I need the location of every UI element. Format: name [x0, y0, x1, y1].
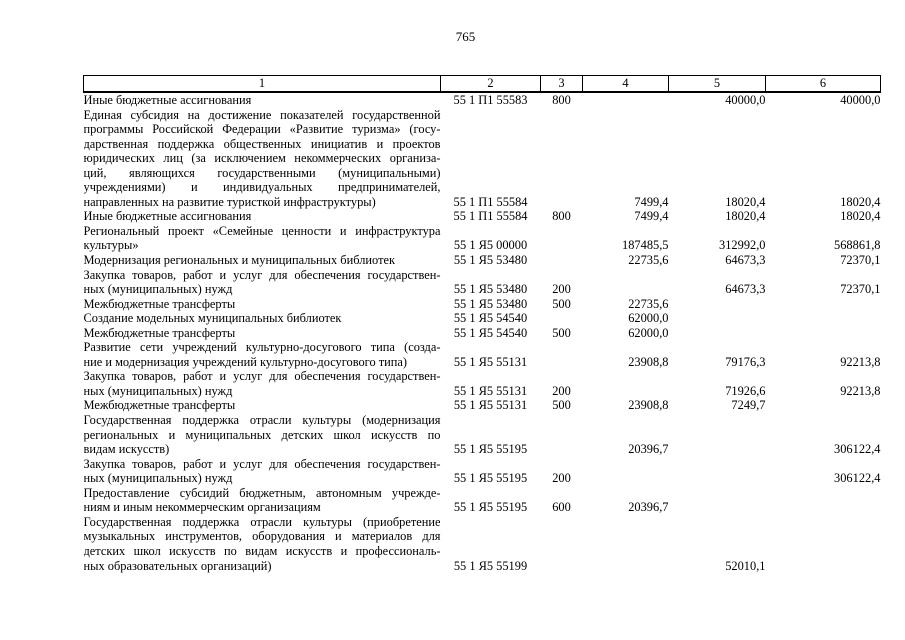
name-line: культуры» [83, 238, 139, 253]
row-code: 55 1 Я5 55199 [453, 558, 528, 573]
row-expense-type: 200 [552, 383, 571, 398]
row-amount-2: 312992,0 [719, 238, 766, 253]
row-code: 55 1 Я5 55195 [453, 500, 528, 515]
row-expense-type: 500 [552, 296, 571, 311]
row-amount-1: 62000,0 [628, 325, 669, 340]
row-name [84, 311, 441, 326]
row-name [84, 224, 441, 253]
row-amount-2: 64673,3 [725, 282, 766, 297]
row-amount-1 [583, 515, 669, 573]
col-header-1: 1 [84, 76, 441, 93]
name-line: Межбюджетные трансферты [83, 296, 236, 311]
name-line: Межбюджетные трансферты [83, 325, 236, 340]
row-amount-3: 568861,8 [834, 238, 881, 253]
row-expense-type [541, 311, 583, 326]
name-line: ных образовательных организаций) [83, 558, 272, 573]
row-amount-2: 7249,7 [731, 398, 766, 413]
name-line: программы Российской Федерации «Развитие туризма» (госу- [83, 122, 441, 137]
row-expense-type [541, 515, 583, 573]
name-line: направленных на развитие туристкой инфраструктуры) [83, 194, 376, 209]
row-expense-type: 800 [552, 209, 571, 224]
name-line: Закупка товаров, работ и услуг для обеспечения государствен- [83, 456, 441, 471]
name-line: Иные бюджетные ассигнования [83, 93, 252, 107]
row-amount-1: 23908,8 [628, 398, 669, 413]
row-expense-type: 200 [552, 471, 571, 486]
row-amount-1: 20396,7 [628, 442, 669, 457]
row-amount-3 [766, 326, 881, 341]
table-row [84, 268, 881, 297]
row-name [84, 457, 441, 486]
row-code: 55 1 Я5 55195 [453, 442, 528, 457]
row-name [84, 297, 441, 312]
col-header-2: 2 [441, 76, 541, 93]
row-amount-2 [669, 297, 766, 312]
row-expense-type: 500 [552, 398, 571, 413]
row-code: 55 1 Я5 53480 [453, 253, 528, 268]
row-amount-2: 79176,3 [725, 354, 766, 369]
name-line: Государственная поддержка отрасли культуры (модернизация [83, 413, 441, 428]
row-amount-3 [766, 311, 881, 326]
row-amount-1 [583, 92, 669, 108]
row-name [84, 369, 441, 398]
table-row [84, 311, 881, 326]
row-amount-1 [583, 369, 669, 398]
row-expense-type [541, 108, 583, 210]
row-code: 55 1 Я5 54540 [453, 325, 528, 340]
row-name [84, 398, 441, 413]
name-line: юридических лиц (за исключением некоммерческих организа- [83, 151, 441, 166]
row-code: 55 1 Я5 55131 [453, 354, 528, 369]
row-amount-2 [669, 326, 766, 341]
table-row [84, 413, 881, 457]
row-amount-3: 40000,0 [840, 93, 881, 107]
name-line: ниям и иным некоммерческим организациям [83, 500, 321, 515]
name-line: Создание модельных муниципальных библиотек [83, 311, 342, 326]
table-row [84, 515, 881, 573]
row-expense-type: 500 [552, 325, 571, 340]
table-row [84, 340, 881, 369]
row-name [84, 92, 441, 108]
name-line: Предоставление субсидий бюджетным, автономным учрежде- [83, 485, 441, 500]
row-amount-2: 18020,4 [725, 209, 766, 224]
name-line: дарственная поддержка общественных инициатив и проектов [83, 136, 441, 151]
row-name [84, 340, 441, 369]
row-code: 55 1 Я5 55131 [453, 398, 528, 413]
row-amount-1: 23908,8 [628, 354, 669, 369]
row-name [84, 413, 441, 457]
row-amount-1: 187485,5 [622, 238, 669, 253]
page-number: 765 [455, 29, 476, 44]
row-amount-2: 64673,3 [725, 253, 766, 268]
table-row [84, 369, 881, 398]
row-amount-1: 22735,6 [628, 296, 669, 311]
table-row [84, 398, 881, 413]
table-row [84, 486, 881, 515]
row-amount-1: 62000,0 [628, 311, 669, 326]
row-expense-type: 600 [552, 500, 571, 515]
name-line: Модернизация региональных и муниципальных библиотек [83, 253, 396, 268]
row-expense-type [541, 224, 583, 253]
table-row [84, 253, 881, 268]
row-amount-2: 40000,0 [725, 93, 766, 107]
col-header-5: 5 [669, 76, 766, 93]
row-amount-3: 92213,8 [840, 383, 881, 398]
table-row [84, 224, 881, 253]
row-amount-2 [669, 413, 766, 457]
name-line: ций, являющихся государственными (муниципальными) [83, 165, 441, 180]
name-line: ных (муниципальных) нужд [83, 282, 233, 297]
row-expense-type [541, 253, 583, 268]
row-code: 55 1 Я5 53480 [453, 296, 528, 311]
row-name [84, 253, 441, 268]
name-line: видам искусств) [83, 442, 170, 457]
table-row [84, 297, 881, 312]
name-line: ние и модернизация учреждений культурно-досугового типа) [83, 354, 408, 369]
row-name [84, 268, 441, 297]
row-amount-1: 7499,4 [634, 209, 669, 224]
row-expense-type: 200 [552, 282, 571, 297]
name-line: учреждениями) и индивидуальных предпринимателей, [83, 180, 441, 195]
row-amount-3: 18020,4 [840, 194, 881, 209]
row-name [84, 209, 441, 224]
row-amount-2 [669, 311, 766, 326]
col-header-6: 6 [766, 76, 881, 93]
row-amount-1: 20396,7 [628, 500, 669, 515]
row-name [84, 326, 441, 341]
name-line: региональных и муниципальных детских школ искусств по [83, 427, 441, 442]
row-code: 55 1 Я5 55195 [453, 471, 528, 486]
row-amount-3: 306122,4 [834, 471, 881, 486]
table-body [84, 92, 881, 573]
row-amount-1 [583, 457, 669, 486]
table-row [84, 92, 881, 108]
row-name [84, 486, 441, 515]
name-line: Развитие сети учреждений культурно-досугового типа (созда- [83, 340, 441, 355]
row-amount-3 [766, 297, 881, 312]
row-amount-3: 18020,4 [840, 209, 881, 224]
row-amount-2: 52010,1 [725, 558, 766, 573]
row-code: 55 1 Я5 55131 [453, 383, 528, 398]
name-line: Региональный проект «Семейные ценности и инфраструктура [83, 223, 441, 238]
row-amount-2: 71926,6 [725, 383, 766, 398]
row-amount-3: 306122,4 [834, 442, 881, 457]
name-line: Государственная поддержка отрасли культуры (приобретение [83, 514, 441, 529]
name-line: Межбюджетные трансферты [83, 398, 236, 413]
table-row [84, 326, 881, 341]
table-row [84, 209, 881, 224]
name-line: ных (муниципальных) нужд [83, 471, 233, 486]
table-header-row [84, 76, 881, 93]
row-expense-type [541, 340, 583, 369]
row-amount-3 [766, 486, 881, 515]
col-header-3: 3 [541, 76, 583, 93]
budget-table [83, 75, 881, 573]
table-row [84, 108, 881, 210]
row-code: 55 1 Я5 53480 [453, 282, 528, 297]
row-amount-1: 22735,6 [628, 253, 669, 268]
row-expense-type [541, 413, 583, 457]
row-code: 55 1 Я5 54540 [453, 311, 528, 326]
row-code: 55 1 П1 55584 [453, 194, 528, 209]
row-amount-2: 18020,4 [725, 194, 766, 209]
row-amount-2 [669, 486, 766, 515]
row-name [84, 108, 441, 210]
name-line: Закупка товаров, работ и услуг для обеспечения государствен- [83, 369, 441, 384]
row-amount-3 [766, 398, 881, 413]
table-row [84, 457, 881, 486]
name-line: детских школ искусств по видам искусств и профессиональ- [83, 543, 441, 558]
name-line: музыкальных инструментов, оборудования и материалов для [83, 529, 441, 544]
name-line: Закупка товаров, работ и услуг для обеспечения государствен- [83, 267, 441, 282]
row-amount-3: 72370,1 [840, 253, 881, 268]
row-code: 55 1 П1 55583 [453, 93, 528, 107]
row-expense-type: 800 [552, 93, 571, 107]
row-amount-1: 7499,4 [634, 194, 669, 209]
row-name [84, 515, 441, 573]
row-amount-1 [583, 268, 669, 297]
name-line: ных (муниципальных) нужд [83, 383, 233, 398]
name-line: Иные бюджетные ассигнования [83, 209, 252, 224]
row-code: 55 1 Я5 00000 [453, 238, 528, 253]
row-code: 55 1 П1 55584 [453, 209, 528, 224]
row-amount-2 [669, 457, 766, 486]
col-header-4: 4 [583, 76, 669, 93]
row-amount-3: 72370,1 [840, 282, 881, 297]
row-amount-3: 92213,8 [840, 354, 881, 369]
name-line: Единая субсидия на достижение показателей государственной [83, 107, 441, 122]
row-amount-3 [766, 515, 881, 573]
